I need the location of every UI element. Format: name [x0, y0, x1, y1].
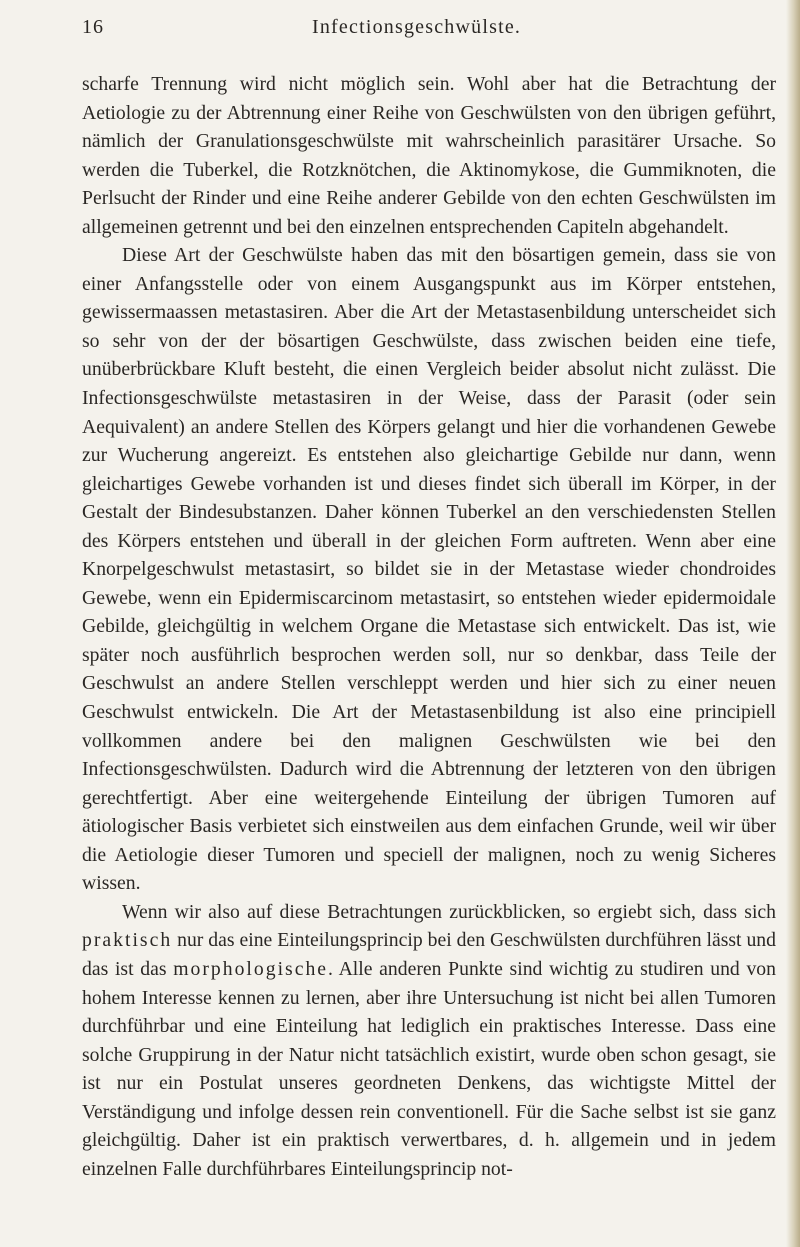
- paragraph: [82, 70, 776, 241]
- emphasized-word: morphologische: [173, 957, 329, 980]
- page-header: [82, 16, 772, 46]
- body-text: [82, 70, 776, 1183]
- paragraph-text: nur das eine Einteilungsprincip bei den Geschwülsten durchführen lässt und das ist das: [82, 929, 776, 980]
- paragraph: [82, 241, 776, 898]
- running-title: Infectionsgeschwülste.: [312, 16, 522, 38]
- paragraph-text: scharfe Trennung wird nicht möglich sein. Wohl aber hat die Betrachtung der Aetiologie zu der Abtrennung einer Reihe von Geschwülsten von den übrigen geführt, nämlich der Granulationsgeschwülste mit wahrscheinlich parasitärer Ursache. So werden die Tuberkel, die Rotzknötchen, die Aktinomykose, die Gummiknoten, die Perlsucht der Rinder und eine Reihe anderer Gebilde von den echten Geschwülsten im allgemeinen getrennt und bei den einzelnen entsprechenden Capiteln abgehandelt.: [82, 73, 776, 238]
- paragraph-text: . Alle anderen Punkte sind wichtig zu studiren und von hohem Interesse kennen zu lernen, aber ihre Untersuchung ist nicht bei allen Tumoren durchführbar und eine Einteilung hat lediglich ein praktisches Interesse. Dass eine solche Gruppirung in der Natur nicht tatsächlich existirt, wurde oben schon gesagt, sie ist nur ein Postulat unseres geordneten Denkens, das wichtigste Mittel der Verständigung und infolge dessen rein conventionell. Für die Sache selbst ist sie ganz gleichgültig. Daher ist ein praktisch verwertbares, d. h. allgemein und in jedem einzelnen Falle durchführbares Einteilungsprincip not-: [82, 957, 776, 1180]
- page-number: 16: [82, 16, 104, 38]
- page-edge-shadow: [786, 0, 800, 1247]
- paragraph: [82, 898, 776, 1183]
- paragraph-text: Wenn wir also auf diese Betrachtungen zurückblicken, so ergiebt sich, dass sich: [122, 900, 776, 923]
- paragraph-text: Diese Art der Geschwülste haben das mit den bösartigen gemein, dass sie von einer Anfangsstelle oder von einem Ausgangspunkt aus im Körper entstehen, gewissermaassen metastasiren. Aber die Art der Metastasenbildung unterscheidet sich so sehr von der der bösartigen Geschwülste, dass zwischen beiden eine tiefe, unüberbrückbare Kluft besteht, die einen Vergleich beider absolut nicht zulässt. Die Infectionsgeschwülste metastasiren in der Weise, dass der Parasit (oder sein Aequivalent) an andere Stellen des Körpers gelangt und hier die vorhandenen Gewebe zur Wucherung angereizt. Es entstehen also gleichartige Gebilde nur dann, wenn gleichartiges Gewebe vorhanden ist und dieses findet sich überall im Körper, in der Gestalt der Bindesubstanzen. Daher können Tuberkel an den verschiedensten Stellen des Körpers entstehen und überall in der gleichen Form auftreten. Wenn aber eine Knorpelgeschwulst metastasirt, so bildet sie in der Metastase wieder chondroides Gewebe, wenn ein Epidermiscarcinom metastasirt, so entstehen wieder epidermoidale Gebilde, gleichgültig in welchem Organe die Metastase sich entwickelt. Das ist, wie später noch ausführlich besprochen werden soll, nur so denkbar, dass Teile der Geschwulst an andere Stellen verschleppt werden und hier sich zu einer neuen Geschwulst entwickeln. Die Art der Metastasenbildung ist also eine principiell vollkommen andere bei den malignen Geschwülsten wie bei den Infectionsgeschwülsten. Dadurch wird die Abtrennung der letzteren von den übrigen gerechtfertigt. Aber eine weitergehende Einteilung der übrigen Tumoren auf ätiologischer Basis verbietet sich einstweilen aus dem einfachen Grunde, weil wir über die Aetiologie dieser Tumoren und speciell der malignen, noch zu wenig Sicheres wissen.: [82, 244, 776, 895]
- emphasized-word: praktisch: [82, 929, 173, 952]
